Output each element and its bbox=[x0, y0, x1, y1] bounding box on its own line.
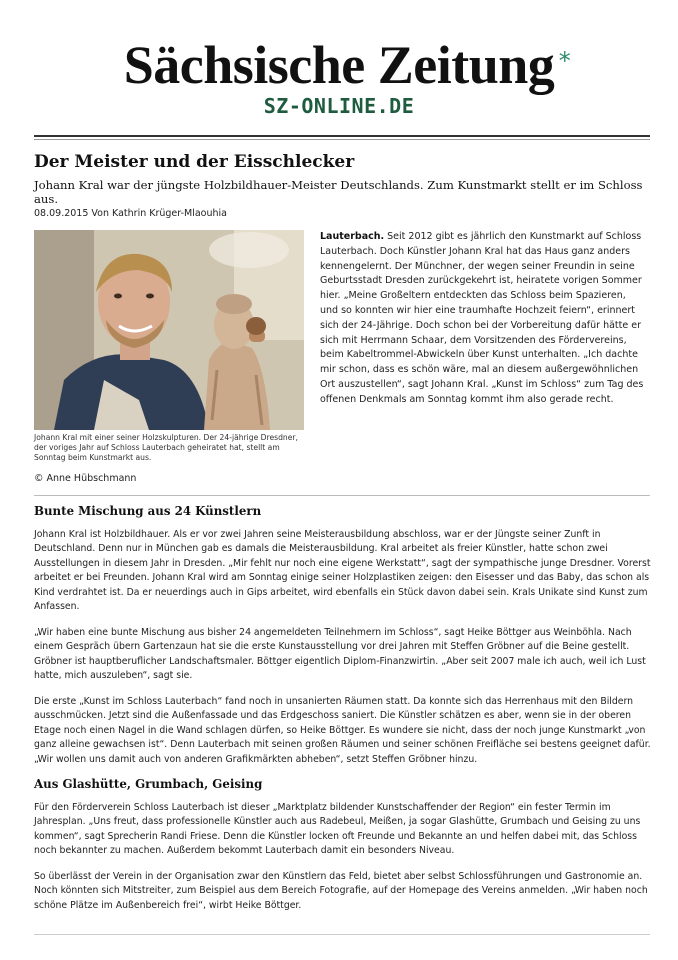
photo-caption: Johann Kral mit einer seiner Holzskulpturen. Der 24-jährige Dresdner, der voriges Jahr auf Schloss Lauterbach geheiratet hat, stellt am Sonntag beim Kunstmarkt aus. bbox=[34, 433, 298, 462]
newspaper-logo[interactable] bbox=[123, 35, 571, 95]
body-paragraph: So überlässt der Verein in der Organisation zwar den Künstlern das Feld, bietet aber selbst Schlossführungen und Gastronomie an. Noch könnten sich Mitstreiter, zum Beispiel aus dem Bereich Fotografie, auf der Homepage des Vereins anmelden. „Wir haben noch schöne Plätze im Außenbereich frei“, wirbt Heike Böttger. bbox=[34, 871, 648, 911]
article-title: Der Meister und der Eisschlecker bbox=[34, 152, 355, 172]
section-divider bbox=[34, 495, 650, 496]
body-paragraph: Johann Kral ist Holzbildhauer. Als er vor zwei Jahren seine Meisterausbildung abschloss, war er der Jüngste seiner Zunft in Deutschland. Denn nur in München gab es damals die Meisterausbildung. Kral arbeitet als freier Künstler, hatte schon zwei Ausstellungen in diesem Jahr in Dresden. „Mir fehlt nur noch eine eigene Werkstatt“, sagt der sympathische junge Dresdner. Vorerst arbeitet er bei Freunden. Johann Kral wird am Sonntag einige seiner Holzplastiken zeigen: den Eisesser und das Baby, das schon als Kind verdrahtet ist. Da er neuerdings auch in Gips arbeitet, wird ebenfalls ein Stück davon dabei sein. Krals Unikate sind Kunst zum Anfassen. bbox=[34, 529, 651, 613]
photo-credit: © Anne Hübschmann bbox=[34, 473, 137, 484]
footer-divider bbox=[34, 934, 650, 935]
site-domain[interactable]: SZ-ONLINE.DE bbox=[263, 94, 415, 118]
article-photo[interactable] bbox=[34, 230, 304, 430]
article-byline: 08.09.2015 Von Kathrin Krüger-Mlaouhia bbox=[34, 208, 227, 219]
section-heading-2: Aus Glashütte, Grumbach, Geising bbox=[34, 777, 263, 791]
newspaper-name: Sächsische Zeitung bbox=[123, 35, 555, 95]
star-icon: * bbox=[558, 47, 571, 75]
lead-text: Seit 2012 gibt es jährlich den Kunstmarkt auf Schloss Lauterbach. Doch Künstler Johann Kral hat das Haus ganz anders kennengelernt. Der Münchner, der wegen seiner Freundin in seine Geburtsstadt Dresden zurückgekehrt ist, heiratete vorigen Sommer hier. „Meine Großeltern entdeckten das Schloss beim Spazieren, und so konnten wir hier eine traumhafte Hochzeit feiern“, erinnert sich der 24-Jährige. Doch schon bei der Vorbereitung dafür hätte er sich mit Herrmann Schaar, dem Vorsitzenden des Fördervereins, beim Kabeltrommel-Abwickeln über Kunst unterhalten. „Ich dachte mir schon, dass es schön wäre, mal an diesem außergewöhnlichen Ort auszustellen“, sagt Johann Kral. „Kunst im Schloss“ zum Tag des offenen Denkmals am Sonntag kommt ihm also gerade recht. bbox=[320, 231, 644, 405]
section-heading-1: Bunte Mischung aus 24 Künstlern bbox=[34, 504, 262, 518]
photo-illustration bbox=[34, 230, 304, 430]
body-paragraph: Die erste „Kunst im Schloss Lauterbach“ fand noch in unsanierten Räumen statt. Da konnte sich das Herrenhaus mit den Bildern ausschmücken. Jetzt sind die Außenfassade und das Erdgeschoss saniert. Die Künstler schätzen es aber, wenn sie in der oberen Etage noch einen Nagel in die Wand schlagen dürfen, so Heike Böttger. Es wundere sie nicht, dass der noch junge Kunstmarkt „von ganz alleine gewachsen ist“. Denn Lauterbach mit seinen großen Räumen und seiner schönen Freifläche sei bestens geeignet dafür. „Wir wollen uns damit auch von anderen Grafikmärkten abheben“, setzt Steffen Gröbner hinzu. bbox=[34, 696, 651, 765]
header-divider bbox=[34, 135, 650, 140]
lead-paragraph bbox=[320, 230, 645, 408]
masthead bbox=[0, 35, 678, 118]
dateline-place: Lauterbach. bbox=[320, 231, 385, 242]
body-paragraph: „Wir haben eine bunte Mischung aus bisher 24 angemeldeten Teilnehmern im Schloss“, sagt Heike Böttger aus Weinböhla. Nach einem Gespräch übern Gartenzaun hat sie die erste Kunstausstellung vor drei Jahren mit Steffen Gröbner auf die Beine gestellt. Gröbner ist hauptberuflicher Landschaftsmaler. Böttger eigentlich Diplom-Finanzwirtin. „Aber seit 2007 male ich auch, weil ich Lust hatte, mich auszuleben“, sagt sie. bbox=[34, 627, 646, 682]
article-subtitle: Johann Kral war der jüngste Holzbildhauer-Meister Deutschlands. Zum Kunstmarkt stellt er im Schloss aus. bbox=[34, 178, 643, 206]
body-paragraph: Für den Förderverein Schloss Lauterbach ist dieser „Marktplatz bildender Kunstschaffender der Region“ ein fester Termin im Jahresplan. „Uns freut, dass professionelle Künstler auch aus Radebeul, Meißen, ja sogar Glashütte, Grumbach und Geising zu uns kommen“, sagt Sprecherin Randi Friese. Denn die Künstler locken oft Freunde und Bekannte an und helfen dabei mit, das Schloss noch bekannter zu machen. Außerdem bekommt Lauterbach damit ein besonders Niveau. bbox=[34, 802, 641, 857]
